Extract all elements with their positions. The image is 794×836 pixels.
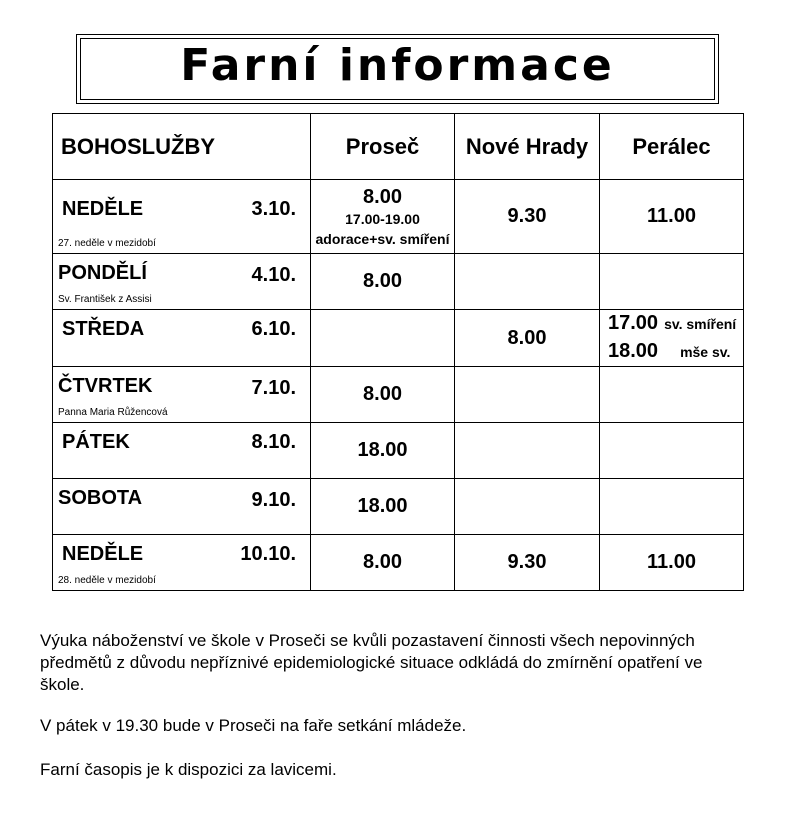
day-date: 4.10. xyxy=(251,264,296,286)
table-row xyxy=(53,180,744,254)
table-row xyxy=(53,310,744,367)
day-date: 3.10. xyxy=(251,198,296,220)
peralec-cell xyxy=(600,423,744,479)
day-date: 9.10. xyxy=(251,489,296,511)
header-services: BOHOSLUŽBY xyxy=(53,114,311,180)
nove-hrady-cell xyxy=(455,479,600,535)
nove-hrady-cell xyxy=(455,423,600,479)
day-date: 7.10. xyxy=(251,377,296,399)
day-note: 28. neděle v mezidobí xyxy=(58,575,156,586)
prosec-cell xyxy=(311,180,455,254)
day-cell xyxy=(53,423,311,479)
nove-hrady-cell: 8.00 xyxy=(455,310,600,367)
nove-hrady-cell: 9.30 xyxy=(455,535,600,591)
table-row xyxy=(53,479,744,535)
nove-hrady-cell xyxy=(455,254,600,310)
peralec-cell xyxy=(600,367,744,423)
day-date: 8.10. xyxy=(251,431,296,453)
prosec-time: 8.00 xyxy=(363,185,402,208)
header-prosec: Proseč xyxy=(311,114,455,180)
prosec-cell: 8.00 xyxy=(311,367,455,423)
prosec-cell xyxy=(311,310,455,367)
day-date: 6.10. xyxy=(251,318,296,340)
header-nove-hrady: Nové Hrady xyxy=(455,114,600,180)
nove-hrady-cell xyxy=(455,367,600,423)
notice-religion-classes: Výuka náboženství ve škole v Proseči se kvůli pozastavení činnosti všech nepovinných předmětů z důvodu nepříznivé epidemiologické situace odkládá do zmírnění opatření ve škole. xyxy=(40,631,703,694)
prosec-cell: 18.00 xyxy=(311,423,455,479)
peralec-cell: 11.00 xyxy=(600,535,744,591)
day-name: ČTVRTEK xyxy=(58,375,153,397)
peralec-cell xyxy=(600,479,744,535)
peralec-note-1: sv. smíření xyxy=(664,316,737,332)
day-name: STŘEDA xyxy=(62,318,145,340)
day-name: PÁTEK xyxy=(62,431,130,453)
prosec-extra-note: adorace+sv. smíření xyxy=(315,230,450,247)
title-box xyxy=(76,34,719,104)
day-name: SOBOTA xyxy=(58,487,143,509)
prosec-extra-time: 17.00-19.00 xyxy=(345,210,420,227)
prosec-cell: 8.00 xyxy=(311,254,455,310)
day-cell xyxy=(53,479,311,535)
day-cell xyxy=(53,180,311,254)
table-row xyxy=(53,535,744,591)
page-title: Farní informace xyxy=(180,40,615,91)
prosec-cell: 18.00 xyxy=(311,479,455,535)
notice-parish-magazine: Farní časopis je k dispozici za lavicemi. xyxy=(40,760,337,779)
table-row xyxy=(53,423,744,479)
day-cell xyxy=(53,310,311,367)
peralec-time-1: 17.00 xyxy=(608,312,659,334)
peralec-cell: 11.00 xyxy=(600,180,744,254)
day-cell xyxy=(53,367,311,423)
prosec-cell: 8.00 xyxy=(311,535,455,591)
schedule-table xyxy=(52,113,744,591)
peralec-cell xyxy=(600,254,744,310)
day-note: 27. neděle v mezidobí xyxy=(58,238,156,249)
day-cell xyxy=(53,254,311,310)
header-peralec: Perálec xyxy=(600,114,744,180)
peralec-line-1 xyxy=(600,310,743,338)
day-name: PONDĚLÍ xyxy=(58,262,147,284)
table-header-row xyxy=(53,114,744,180)
peralec-time-2: 18.00 xyxy=(608,340,659,362)
table-row xyxy=(53,367,744,423)
notice-youth-meeting: V pátek v 19.30 bude v Proseči na faře setkání mládeže. xyxy=(40,716,467,735)
peralec-cell xyxy=(600,310,744,367)
table-row xyxy=(53,254,744,310)
day-name: NEDĚLE xyxy=(62,543,144,565)
peralec-line-2 xyxy=(600,338,743,366)
day-cell xyxy=(53,535,311,591)
peralec-note-2: mše sv. xyxy=(680,344,731,360)
day-name: NEDĚLE xyxy=(62,198,144,220)
day-date: 10.10. xyxy=(240,543,296,565)
day-note: Sv. František z Assisi xyxy=(58,294,152,305)
nove-hrady-cell: 9.30 xyxy=(455,180,600,254)
day-note: Panna Maria Růžencová xyxy=(58,407,168,418)
